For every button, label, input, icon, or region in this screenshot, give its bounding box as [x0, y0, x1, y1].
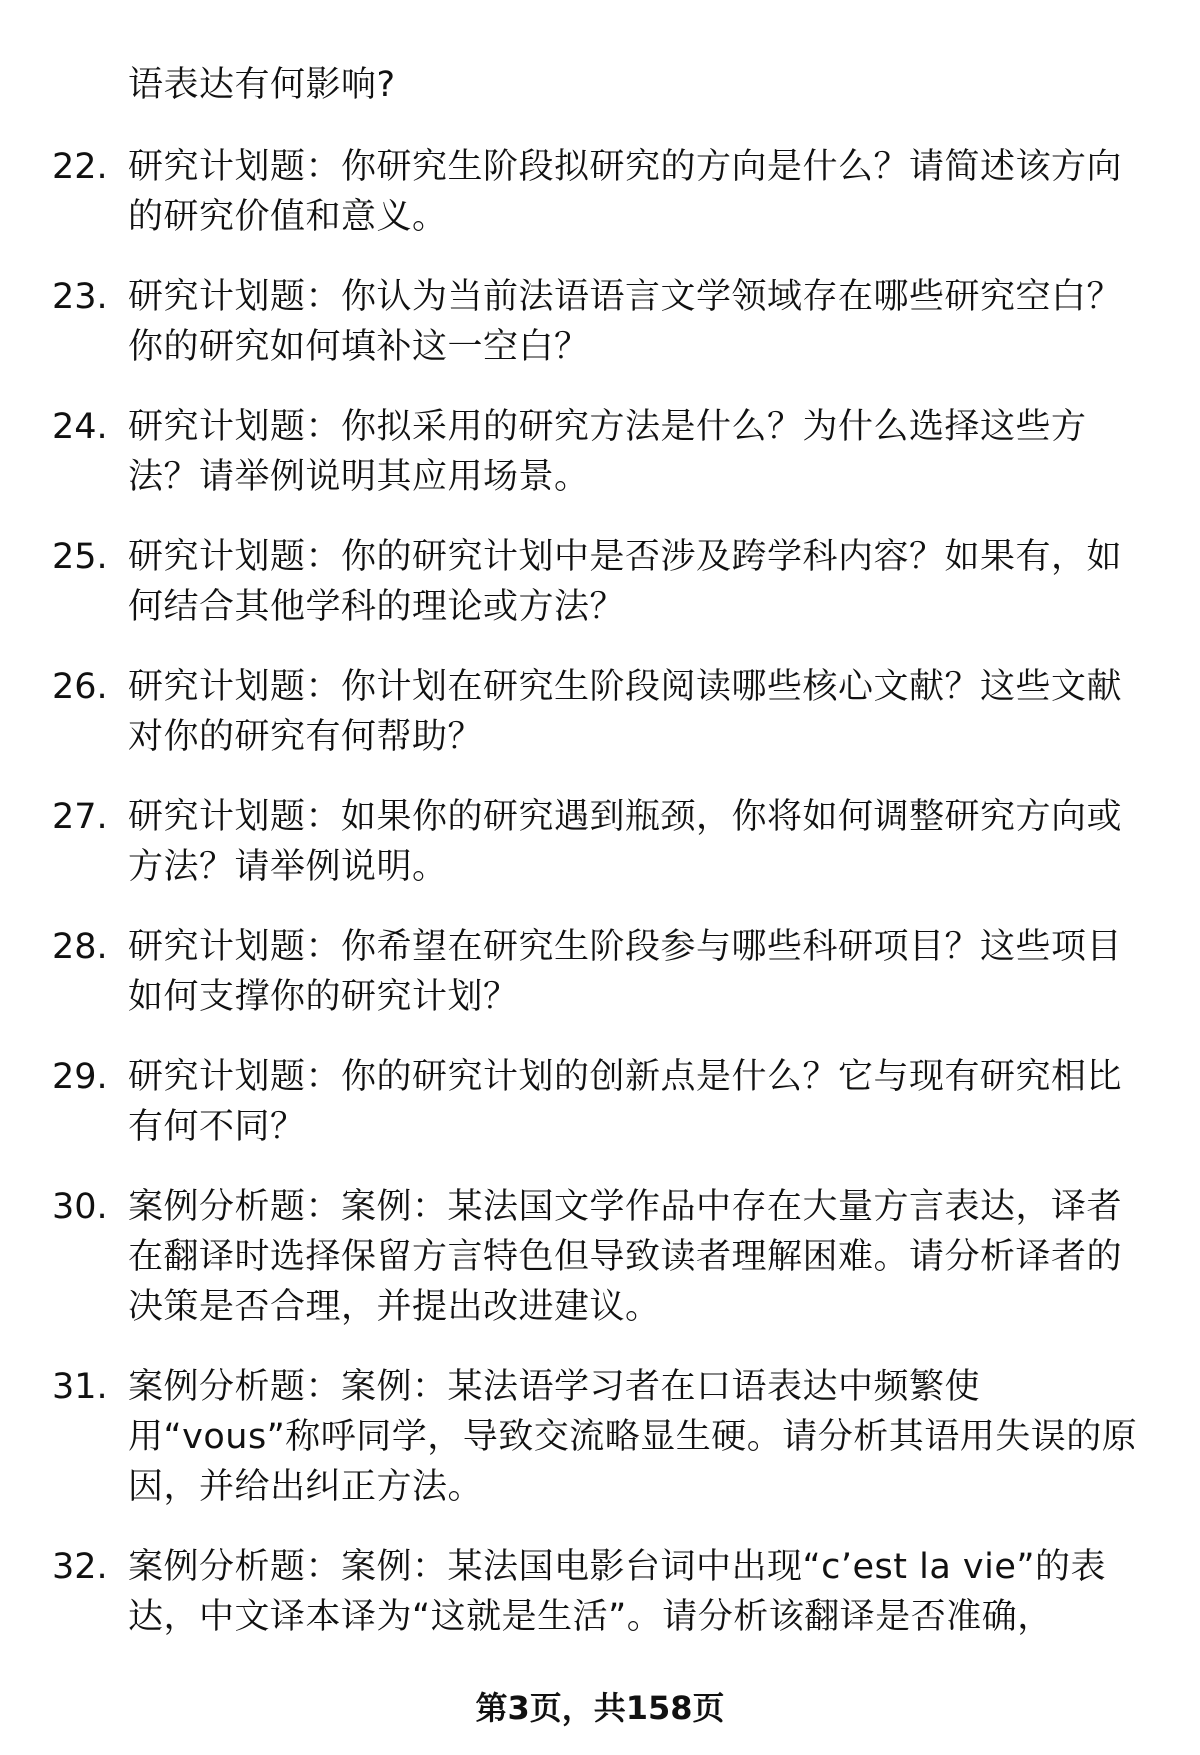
question-item	[52, 662, 1147, 762]
question-text: 研究计划题：你希望在研究生阶段参与哪些科研项目？这些项目如何支撑你的研究计划？	[128, 927, 1123, 1017]
question-number: 30.	[52, 1187, 108, 1227]
question-text: 研究计划题：你的研究计划的创新点是什么？它与现有研究相比有何不同？	[128, 1057, 1123, 1147]
question-text: 研究计划题：你的研究计划中是否涉及跨学科内容？如果有，如何结合其他学科的理论或方法？	[128, 537, 1123, 627]
question-text: 研究计划题：你研究生阶段拟研究的方向是什么？请简述该方向的研究价值和意义。	[128, 147, 1123, 237]
page-footer: 第3页，共158页	[475, 1689, 725, 1727]
question-item	[52, 272, 1147, 372]
question-item	[52, 922, 1147, 1022]
question-number: 23.	[52, 277, 108, 317]
question-text: 案例分析题：案例：某法国文学作品中存在大量方言表达，译者在翻译时选择保留方言特色但导致读者理解困难。请分析译者的决策是否合理，并提出改进建议。	[128, 1187, 1123, 1327]
question-item	[52, 1052, 1147, 1152]
question-number: 22.	[52, 147, 108, 187]
question-list	[52, 142, 1147, 1672]
question-number: 28.	[52, 927, 108, 967]
question-text: 研究计划题：如果你的研究遇到瓶颈，你将如何调整研究方向或方法？请举例说明。	[128, 797, 1123, 887]
question-text: 案例分析题：案例：某法国电影台词中出现“c’est la vie”的表达，中文译本译为“这就是生活”。请分析该翻译是否准确，	[128, 1547, 1107, 1637]
question-item	[52, 1362, 1147, 1512]
question-item	[52, 532, 1147, 632]
question-number: 25.	[52, 537, 108, 577]
question-number: 26.	[52, 667, 108, 707]
question-number: 32.	[52, 1547, 108, 1587]
question-text: 研究计划题：你拟采用的研究方法是什么？为什么选择这些方法？请举例说明其应用场景。	[128, 407, 1087, 497]
question-item	[52, 402, 1147, 502]
question-number: 24.	[52, 407, 108, 447]
question-text: 案例分析题：案例：某法语学习者在口语表达中频繁使用“vous”称呼同学，导致交流略显生硬。请分析其语用失误的原因，并给出纠正方法。	[128, 1367, 1138, 1507]
question-text: 研究计划题：你计划在研究生阶段阅读哪些核心文献？这些文献对你的研究有何帮助？	[128, 667, 1123, 757]
question-item	[52, 142, 1147, 242]
question-item	[52, 1182, 1147, 1332]
question-text: 研究计划题：你认为当前法语语言文学领域存在哪些研究空白？你的研究如何填补这一空白？	[128, 277, 1123, 367]
question-number: 27.	[52, 797, 108, 837]
continuation-text: 语表达有何影响?	[128, 65, 396, 105]
question-number: 29.	[52, 1057, 108, 1097]
question-number: 31.	[52, 1367, 108, 1407]
question-item	[52, 792, 1147, 892]
question-item	[52, 1542, 1147, 1642]
